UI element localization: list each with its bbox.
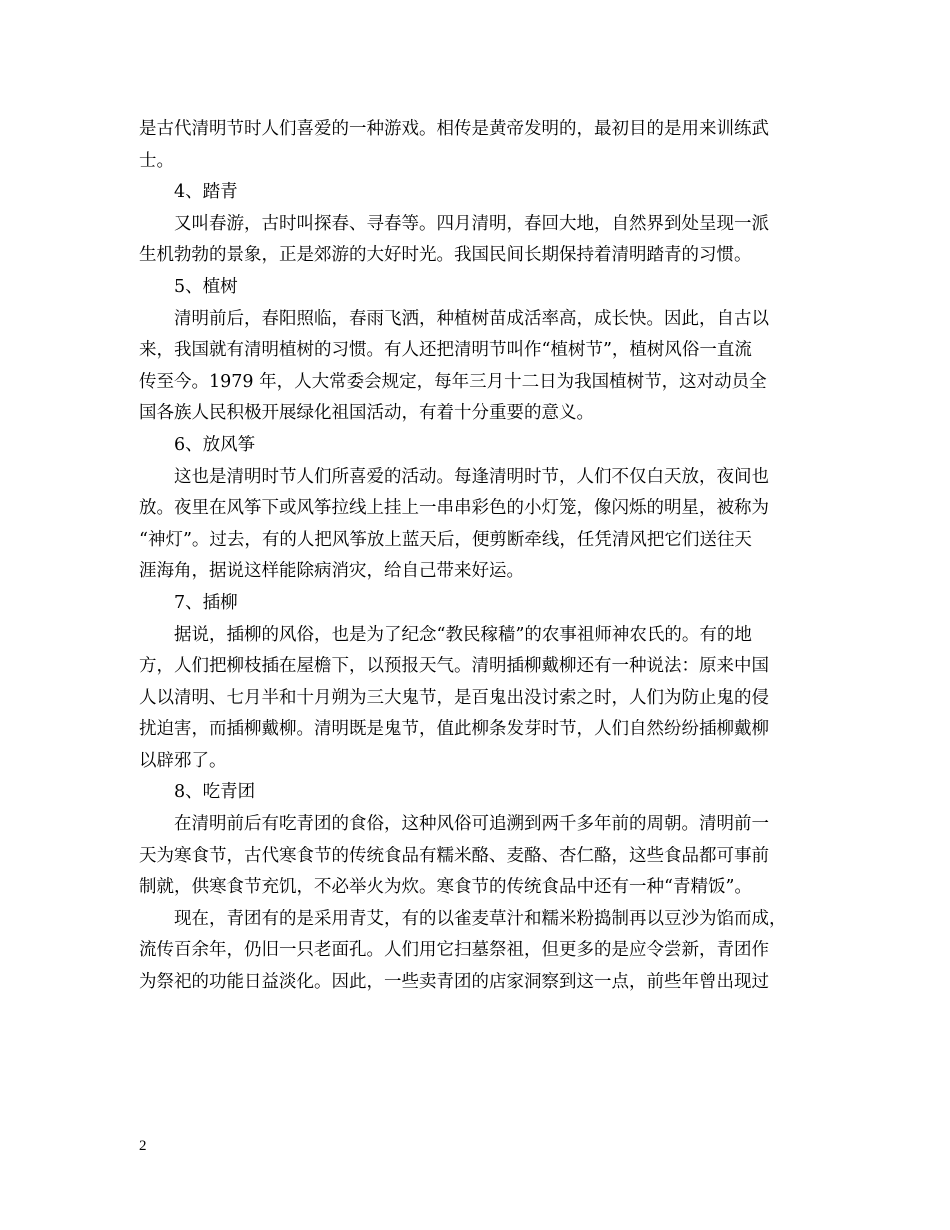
text-line: 天为寒食节，古代寒食节的传统食品有糯米酪、麦酪、杏仁酪，这些食品都可事前: [139, 845, 769, 866]
text-line: 8、吃青团: [174, 782, 256, 803]
text-line: 传至今。1979 年，人大常委会规定，每年三月十二日为我国植树节，这对动员全: [139, 371, 767, 392]
text-line: “神灯”。过去，有的人把风筝放上蓝天后，便剪断牵线，任凭清风把它们送往天: [139, 529, 752, 550]
text-line: 生机勃勃的景象，正是郊游的大好时光。我国民间长期保持着清明踏青的习惯。: [139, 245, 752, 266]
text-line: 又叫春游，古时叫探春、寻春等。四月清明，春回大地，自然界到处呈现一派: [174, 213, 769, 234]
text-line: 5、植树: [174, 276, 238, 297]
text-line: 清明前后，春阳照临，春雨飞洒，种植树苗成活率高，成长快。因此，自古以: [174, 308, 769, 329]
text-line: 现在，青团有的是采用青艾，有的以雀麦草汁和糯米粉捣制再以豆沙为馅而成，: [174, 908, 787, 929]
text-line: 人以清明、七月半和十月朔为三大鬼节，是百鬼出没讨索之时，人们为防止鬼的侵: [139, 687, 769, 708]
text-line: 是古代清明节时人们喜爱的一种游戏。相传是黄帝发明的，最初目的是用来训练武: [139, 119, 769, 139]
text-line: 4、踏青: [174, 182, 238, 203]
document-body: [139, 114, 811, 999]
text-line: 7、插柳: [174, 592, 238, 613]
text-line: 流传百余年，仍旧一只老面孔。人们用它扫墓祭祖，但更多的是应令尝新，青团作: [139, 940, 769, 961]
page-number: 2: [139, 1138, 147, 1154]
text-line: 以辟邪了。: [139, 750, 227, 771]
text-line: 国各族人民积极开展绿化祖国活动，有着十分重要的意义。: [139, 403, 594, 424]
text-line: 据说，插柳的风俗，也是为了纪念“教民稼穑”的农事祖师神农氏的。有的地: [174, 624, 752, 645]
text-line: 为祭祀的功能日益淡化。因此，一些卖青团的店家洞察到这一点，前些年曾出现过: [139, 972, 769, 993]
text-line: 涯海角，据说这样能除病消灾，给自己带来好运。: [139, 561, 524, 582]
text-line: 方，人们把柳枝插在屋檐下，以预报天气。清明插柳戴柳还有一种说法：原来中国: [139, 656, 769, 677]
text-line: 这也是清明时节人们所喜爱的活动。每逢清明时节，人们不仅白天放，夜间也: [174, 466, 769, 487]
text-line: 6、放风筝: [174, 434, 256, 455]
text-line: 扰迫害，而插柳戴柳。清明既是鬼节，值此柳条发芽时节，人们自然纷纷插柳戴柳: [139, 719, 769, 740]
text-line: 士。: [139, 150, 174, 171]
text-line: 来，我国就有清明植树的习惯。有人还把清明节叫作“植树节”，植树风俗一直流: [139, 340, 752, 361]
text-line: 制就，供寒食节充饥，不必举火为炊。寒食节的传统食品中还有一种“青精饭”。: [139, 877, 752, 898]
text-line: 在清明前后有吃青团的食俗，这种风俗可追溯到两千多年前的周朝。清明前一: [174, 814, 769, 835]
text-line: 放。夜里在风筝下或风筝拉线上挂上一串串彩色的小灯笼，像闪烁的明星，被称为: [139, 498, 769, 519]
